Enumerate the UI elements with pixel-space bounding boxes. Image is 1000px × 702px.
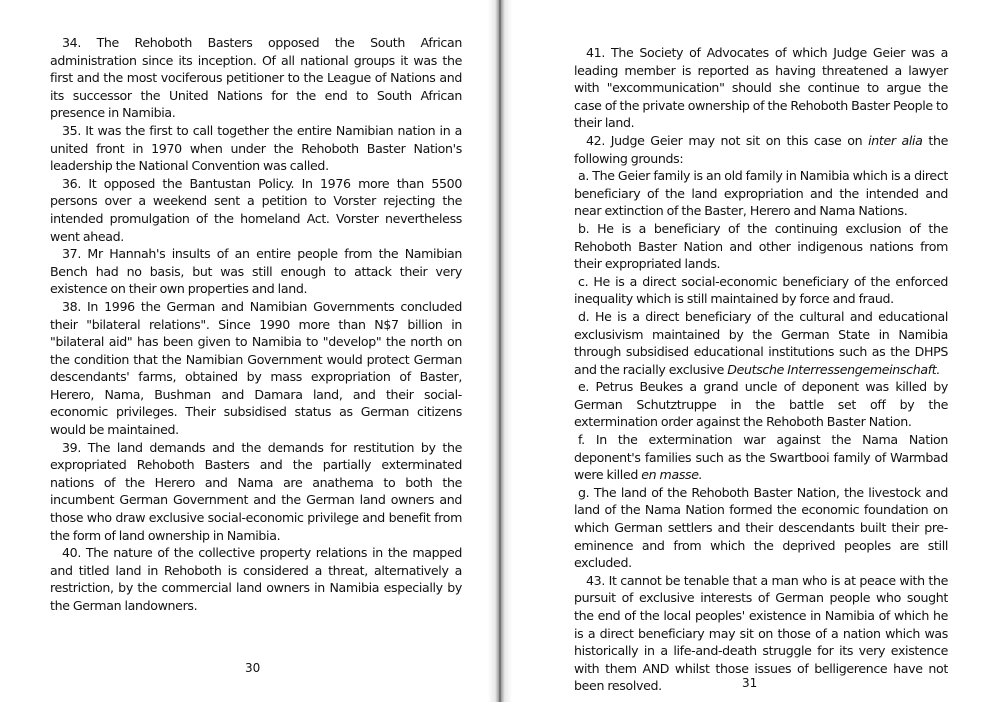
ground-d-italic: Deutsche Interressengemeinschaft. (727, 361, 941, 377)
paragraph-35: 35. It was the first to call together the entire Namibian nation in a united front in 1970 when under the Rehoboth Baster Nation's leadership the National Convention was called. (50, 122, 462, 174)
ground-b: b. He is a beneficiary of the continuing exclusion of the Rehoboth Baster Nation and other indigenous nations from their expropriated lands. (574, 220, 948, 272)
paragraph-42 (574, 132, 948, 167)
book-gutter-shadow (488, 0, 512, 702)
ground-d (574, 308, 948, 378)
right-page-text (574, 44, 948, 695)
paragraph-40: 40. The nature of the collective property relations in the mapped and titled land in Rehoboth is considered a threat, alternatively a restriction, by the commercial land owners in Namibia especially by the German landowners. (50, 545, 462, 613)
paragraph-34: 34. The Rehoboth Basters opposed the South African administration since its inception. Of all national groups it was the first and the most vociferous petitioner to the League of Nations and its successor the United Nations for the end to South African presence in Namibia. (50, 35, 462, 121)
right-page (510, 0, 1000, 702)
paragraph-41: 41. The Society of Advocates of which Judge Geier was a leading member is reported as having threatened a lawyer with "excommunication" should she continue to argue the case of the private ownership of the Rehoboth Baster People to their land. (574, 45, 948, 131)
paragraph-37: 37. Mr Hannah's insults of an entire people from the Namibian Bench had no basis, but was still enough to attack their very existence on their own properties and land. (50, 246, 462, 297)
page-number-left: 30 (245, 661, 261, 675)
ground-f (574, 431, 948, 484)
paragraph-38: 38. In 1996 the German and Namibian Governments concluded their "bilateral relations". Since 1990 more than N$7 billion in "bilateral aid" has been given to Namibia to "develop" the north on the condition that the Namibian Government would protect German descendants' farms, obtained by mass expropriation of Baster, Herero, Nama, Bushman and Damara land, and their social-economic privileges. Their subsidised status as German citizens would be maintained. (50, 298, 462, 438)
left-page-text (50, 34, 462, 615)
paragraph-42-text: 42. Judge Geier may not sit on this case on (586, 132, 869, 148)
page-number-right: 31 (742, 676, 758, 690)
paragraph-42-italic: inter alia (868, 132, 923, 148)
ground-d-text: d. He is a direct beneficiary of the cultural and educational exclusivism maintained by the German State in Namibia through subsidised educational institutions such as the DHPS and the racially exclusive (574, 308, 948, 377)
paragraph-42-text-end: the following grounds: (574, 132, 948, 166)
ground-g: g. The land of the Rehoboth Baster Nation, the livestock and land of the Nama Nation formed the economic foundation on which German settlers and their descendants built their pre-eminence and from which the deprived peoples are still excluded. (574, 484, 948, 571)
left-page (0, 0, 490, 702)
paragraph-43: 43. It cannot be tenable that a man who is at peace with the pursuit of exclusive interests of German people who sought the end of the local peoples' existence in Namibia of which he is a direct beneficiary may sit on those of a nation which was historically in a life-and-death struggle for its very existence with them AND whilst those issues of belligerence have not been resolved. (574, 572, 948, 694)
ground-a: a. The Geier family is an old family in Namibia which is a direct beneficiary of the land expropriation and the intended and near extinction of the Baster, Herero and Nama Nations. (574, 168, 948, 219)
paragraph-36: 36. It opposed the Bantustan Policy. In 1976 more than 5500 persons over a weekend sent a petition to Vorster rejecting the intended promulgation of the homeland Act. Vorster nevertheless went ahead. (50, 175, 462, 244)
paragraph-39: 39. The land demands and the demands for restitution by the expropriated Rehoboth Basters and the partially exterminated nations of the Herero and Nama are anathema to both the incumbent German Government and the German land owners and those who draw exclusive social-economic privilege and benefit from the form of land ownership in Namibia. (50, 439, 462, 543)
ground-c: c. He is a direct social-economic beneficiary of the enforced inequality which is still maintained by force and fraud. (574, 273, 948, 307)
ground-e: e. Petrus Beukes a grand uncle of deponent was killed by German Schutztruppe in the battle set off by the extermination order against the Rehoboth Baster Nation. (574, 379, 948, 430)
ground-f-text: f. In the extermination war against the Nama Nation deponent's families such as the Swartbooi family of Warmbad were killed (574, 432, 948, 483)
ground-f-italic: en masse. (641, 467, 703, 483)
